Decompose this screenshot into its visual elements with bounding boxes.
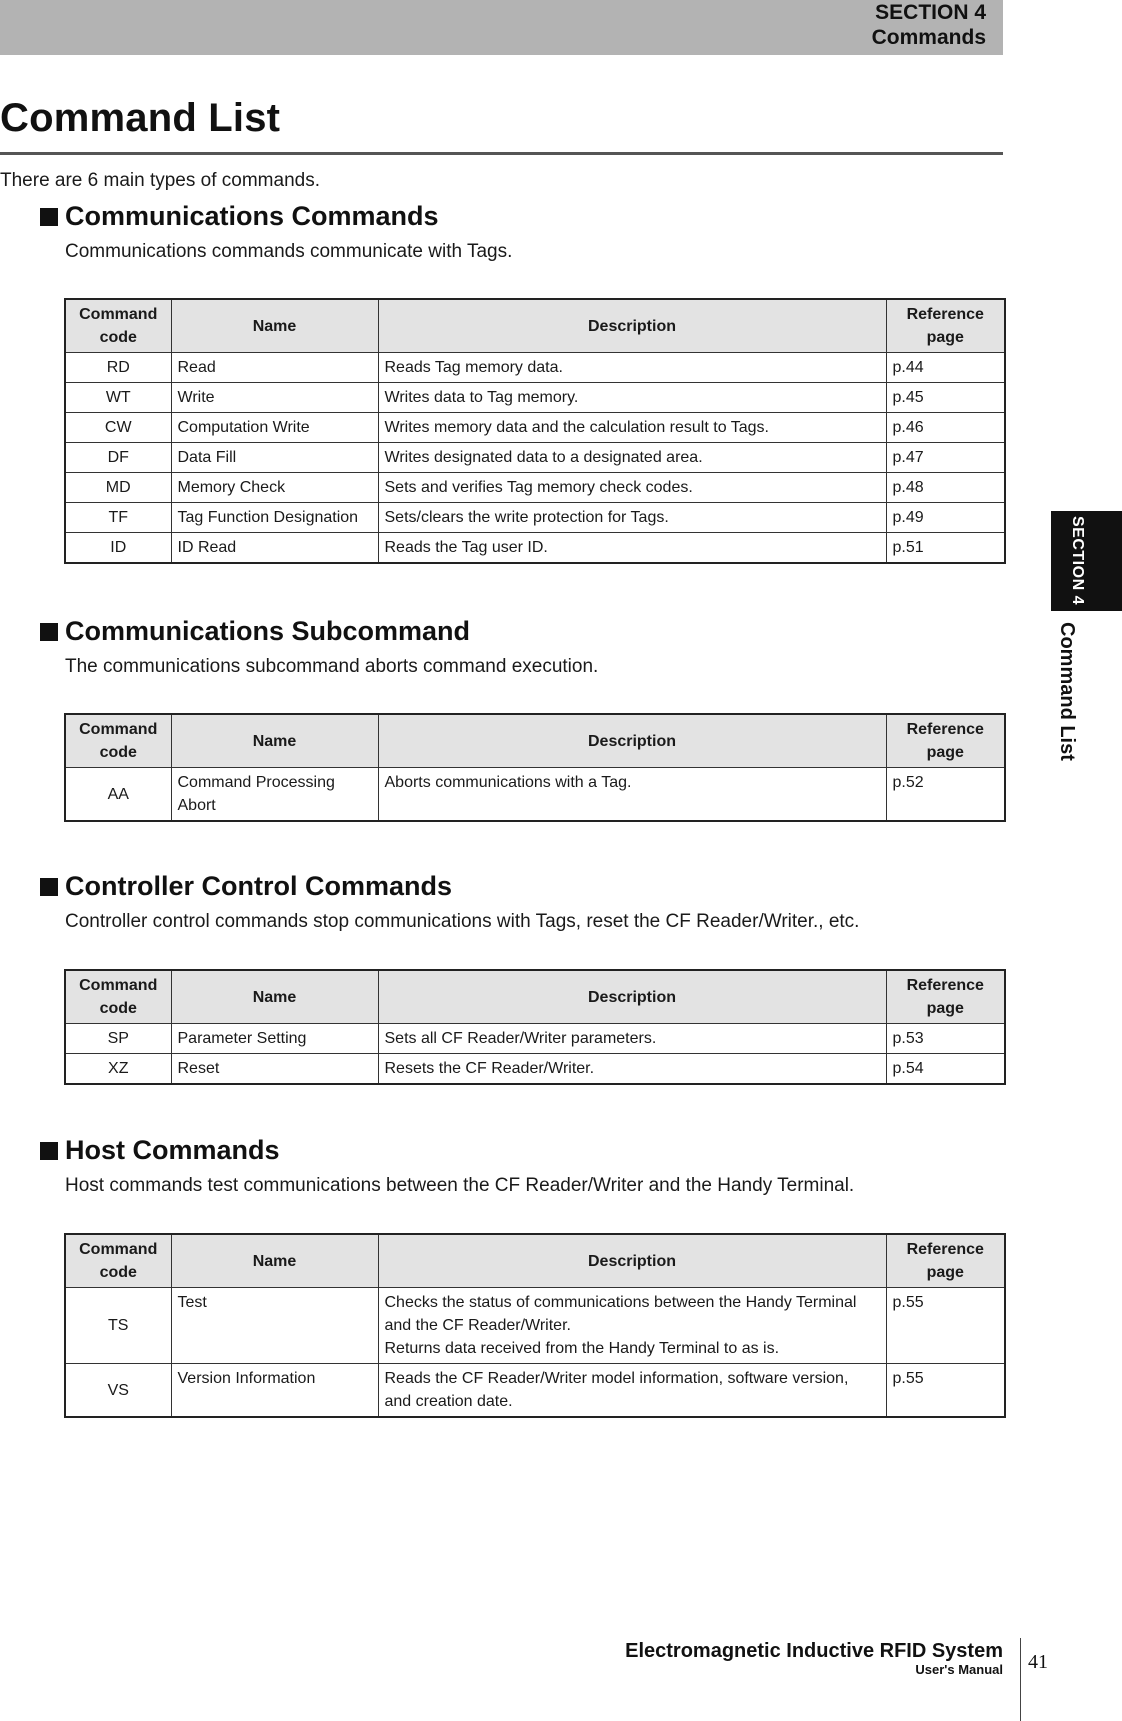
title-rule xyxy=(0,152,1003,155)
cell-name: Write xyxy=(171,383,378,413)
cell-description xyxy=(378,1288,886,1364)
cell-description: Writes memory data and the calculation result to Tags. xyxy=(378,413,886,443)
table-row xyxy=(65,473,1005,503)
cell-name: Version Information xyxy=(171,1364,378,1418)
cell-code: MD xyxy=(65,473,171,503)
column-header-code: Command code xyxy=(65,970,171,1024)
description-line: Returns data received from the Handy Terminal to as is. xyxy=(384,1340,780,1357)
host-commands-table xyxy=(64,1233,1006,1418)
cell-name: Data Fill xyxy=(171,443,378,473)
cell-name: Parameter Setting xyxy=(171,1024,378,1054)
cell-name: ID Read xyxy=(171,533,378,564)
cell-reference: p.45 xyxy=(886,383,1005,413)
section-heading-communications-subcommand xyxy=(40,616,470,647)
cell-code: RD xyxy=(65,353,171,383)
cell-description: Reads Tag memory data. xyxy=(378,353,886,383)
column-header-description: Description xyxy=(378,1234,886,1288)
cell-name: Command Processing Abort xyxy=(171,768,378,822)
cell-reference: p.44 xyxy=(886,353,1005,383)
cell-reference: p.52 xyxy=(886,768,1005,822)
section-description: Controller control commands stop communications with Tags, reset the CF Reader/Writer., etc. xyxy=(65,911,860,932)
header-chapter: Commands xyxy=(871,26,986,49)
column-header-name: Name xyxy=(171,1234,378,1288)
cell-name: Reset xyxy=(171,1054,378,1085)
controller-control-commands-table xyxy=(64,969,1006,1085)
cell-description: Reads the CF Reader/Writer model information, software version, and creation date. xyxy=(378,1364,886,1418)
cell-reference: p.55 xyxy=(886,1288,1005,1364)
cell-reference: p.54 xyxy=(886,1054,1005,1085)
column-header-reference: Reference page xyxy=(886,970,1005,1024)
square-bullet-icon xyxy=(40,878,58,896)
side-tab-section: SECTION 4 xyxy=(1069,516,1086,605)
section-heading-communications-commands xyxy=(40,201,439,232)
column-header-description: Description xyxy=(378,970,886,1024)
page-title: Command List xyxy=(0,96,281,140)
cell-description: Writes data to Tag memory. xyxy=(378,383,886,413)
header-band xyxy=(0,0,1003,55)
cell-description: Writes designated data to a designated area. xyxy=(378,443,886,473)
table-row xyxy=(65,1024,1005,1054)
cell-reference: p.55 xyxy=(886,1364,1005,1418)
cell-reference: p.46 xyxy=(886,413,1005,443)
running-header xyxy=(872,0,986,50)
footer-title: Electromagnetic Inductive RFID System xyxy=(625,1640,1003,1662)
column-header-code: Command code xyxy=(65,1234,171,1288)
section-heading-text: Communications Subcommand xyxy=(65,616,471,646)
table-row xyxy=(65,503,1005,533)
column-header-code: Command code xyxy=(65,714,171,768)
cell-description: Sets and verifies Tag memory check codes. xyxy=(378,473,886,503)
table-header-row xyxy=(65,299,1005,353)
side-tab xyxy=(1051,511,1122,611)
section-heading-text: Host Commands xyxy=(65,1135,280,1165)
cell-description: Sets all CF Reader/Writer parameters. xyxy=(378,1024,886,1054)
intro-text: There are 6 main types of commands. xyxy=(0,170,320,191)
column-header-name: Name xyxy=(171,714,378,768)
column-header-description: Description xyxy=(378,714,886,768)
table-row xyxy=(65,1288,1005,1364)
cell-code: TS xyxy=(65,1288,171,1364)
cell-name: Read xyxy=(171,353,378,383)
table-row xyxy=(65,383,1005,413)
section-description: Host commands test communications between the CF Reader/Writer and the Handy Terminal. xyxy=(65,1175,855,1196)
cell-reference: p.47 xyxy=(886,443,1005,473)
column-header-description: Description xyxy=(378,299,886,353)
table-row xyxy=(65,1054,1005,1085)
column-header-reference: Reference page xyxy=(886,1234,1005,1288)
page-number: 41 xyxy=(1028,1651,1048,1673)
table-row xyxy=(65,413,1005,443)
table-row xyxy=(65,443,1005,473)
section-heading-host-commands xyxy=(40,1135,280,1166)
description-line: Checks the status of communications between the Handy Terminal and the CF Reader/Writer. xyxy=(384,1294,857,1334)
cell-description: Reads the Tag user ID. xyxy=(378,533,886,564)
footer-subtitle: User's Manual xyxy=(915,1662,1003,1677)
column-header-code: Command code xyxy=(65,299,171,353)
cell-description: Resets the CF Reader/Writer. xyxy=(378,1054,886,1085)
table-header-row xyxy=(65,714,1005,768)
table-row xyxy=(65,1364,1005,1418)
communications-commands-table xyxy=(64,298,1006,564)
table-row xyxy=(65,533,1005,564)
cell-description: Sets/clears the write protection for Tags. xyxy=(378,503,886,533)
cell-code: CW xyxy=(65,413,171,443)
cell-name: Test xyxy=(171,1288,378,1364)
square-bullet-icon xyxy=(40,1142,58,1160)
communications-subcommand-table xyxy=(64,713,1006,822)
column-header-name: Name xyxy=(171,970,378,1024)
section-heading-text: Communications Commands xyxy=(65,201,439,231)
cell-code: XZ xyxy=(65,1054,171,1085)
cell-reference: p.53 xyxy=(886,1024,1005,1054)
cell-code: WT xyxy=(65,383,171,413)
table-row xyxy=(65,353,1005,383)
side-tab-title: Command List xyxy=(1056,622,1078,761)
section-heading-controller-control-commands xyxy=(40,871,452,902)
cell-code: VS xyxy=(65,1364,171,1418)
cell-reference: p.49 xyxy=(886,503,1005,533)
column-header-reference: Reference page xyxy=(886,299,1005,353)
footer-rule xyxy=(1020,1638,1021,1721)
square-bullet-icon xyxy=(40,623,58,641)
section-description: Communications commands communicate with Tags. xyxy=(65,241,513,262)
cell-code: TF xyxy=(65,503,171,533)
cell-code: ID xyxy=(65,533,171,564)
cell-name: Tag Function Designation xyxy=(171,503,378,533)
column-header-reference: Reference page xyxy=(886,714,1005,768)
cell-name: Memory Check xyxy=(171,473,378,503)
header-section: SECTION 4 xyxy=(875,1,986,24)
table-header-row xyxy=(65,1234,1005,1288)
cell-code: SP xyxy=(65,1024,171,1054)
cell-name: Computation Write xyxy=(171,413,378,443)
cell-reference: p.51 xyxy=(886,533,1005,564)
column-header-name: Name xyxy=(171,299,378,353)
section-heading-text: Controller Control Commands xyxy=(65,871,453,901)
section-description: The communications subcommand aborts command execution. xyxy=(65,656,599,677)
cell-code: AA xyxy=(65,768,171,822)
cell-description: Aborts communications with a Tag. xyxy=(378,768,886,822)
table-header-row xyxy=(65,970,1005,1024)
cell-reference: p.48 xyxy=(886,473,1005,503)
table-row xyxy=(65,768,1005,822)
square-bullet-icon xyxy=(40,208,58,226)
cell-code: DF xyxy=(65,443,171,473)
